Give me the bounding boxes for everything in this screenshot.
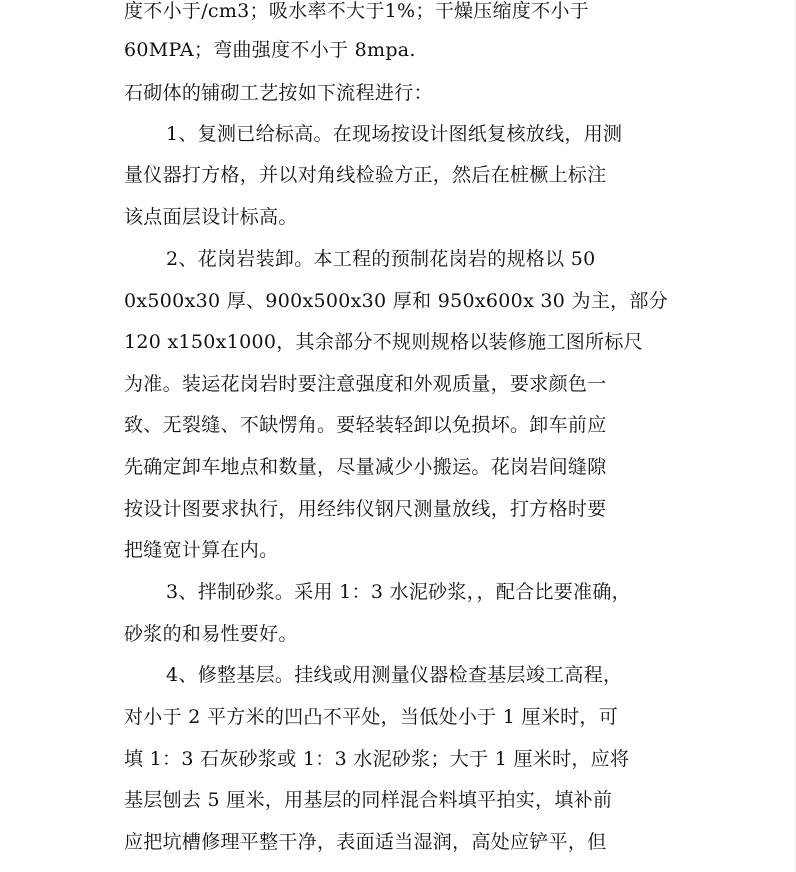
text-line-13: 按设计图要求执行，用经纬仪钢尺测量放线，打方格时要 xyxy=(124,498,607,520)
text-line-2: 60MPA；弯曲强度不小于 8mpa. xyxy=(124,39,416,61)
text-line-19: 填 1：3 石灰砂浆或 1：3 水泥砂浆；大于 1 厘米时，应将 xyxy=(124,748,630,770)
text-line-10: 为准。装运花岗岩时要注意强度和外观质量，要求颜色一 xyxy=(124,373,607,395)
text-line-9: 120 x150x1000，其余部分不规则规格以装修施工图所标尺 xyxy=(124,331,643,353)
text-line-8: 0x500x30 厚、900x500x30 厚和 950x600x 30 为主，部分 xyxy=(124,290,669,312)
text-line-14: 把缝宽计算在内。 xyxy=(124,539,279,561)
text-line-18: 对小于 2 平方米的凹凸不平处，当低处小于 1 厘米时，可 xyxy=(124,706,619,728)
text-line-11: 致、无裂缝、不缺愣角。要轻装轻卸以免损坏。卸车前应 xyxy=(124,414,607,436)
text-line-16: 砂浆的和易性要好。 xyxy=(124,623,298,645)
text-line-6: 该点面层设计标高。 xyxy=(124,206,298,228)
text-line-17: 4、修整基层。挂线或用测量仪器检查基层竣工高程， xyxy=(166,664,623,686)
text-line-21: 应把坑槽修理平整干净，表面适当湿润，高处应铲平，但 xyxy=(124,831,607,853)
text-line-3: 石砌体的铺砌工艺按如下流程进行： xyxy=(124,82,433,104)
text-line-12: 先确定卸车地点和数量，尽量减少小搬运。花岗岩间缝隙 xyxy=(124,456,607,478)
text-line-15: 3、拌制砂浆。采用 1：3 水泥砂浆，，配合比要准确， xyxy=(166,581,631,603)
text-line-20: 基层刨去 5 厘米，用基层的同样混合料填平拍实，填补前 xyxy=(124,789,613,811)
text-line-7: 2、花岗岩装卸。本工程的预制花岗岩的规格以 50 xyxy=(166,248,596,270)
text-line-4: 1、复测已给标高。在现场按设计图纸复核放线，用测 xyxy=(166,123,623,145)
text-line-5: 量仪器打方格，并以对角线检验方正，然后在桩橛上标注 xyxy=(124,164,607,186)
text-line-1: 度不小于/cm3；吸水率不大于1%；干燥压缩度不小于 xyxy=(124,0,590,22)
